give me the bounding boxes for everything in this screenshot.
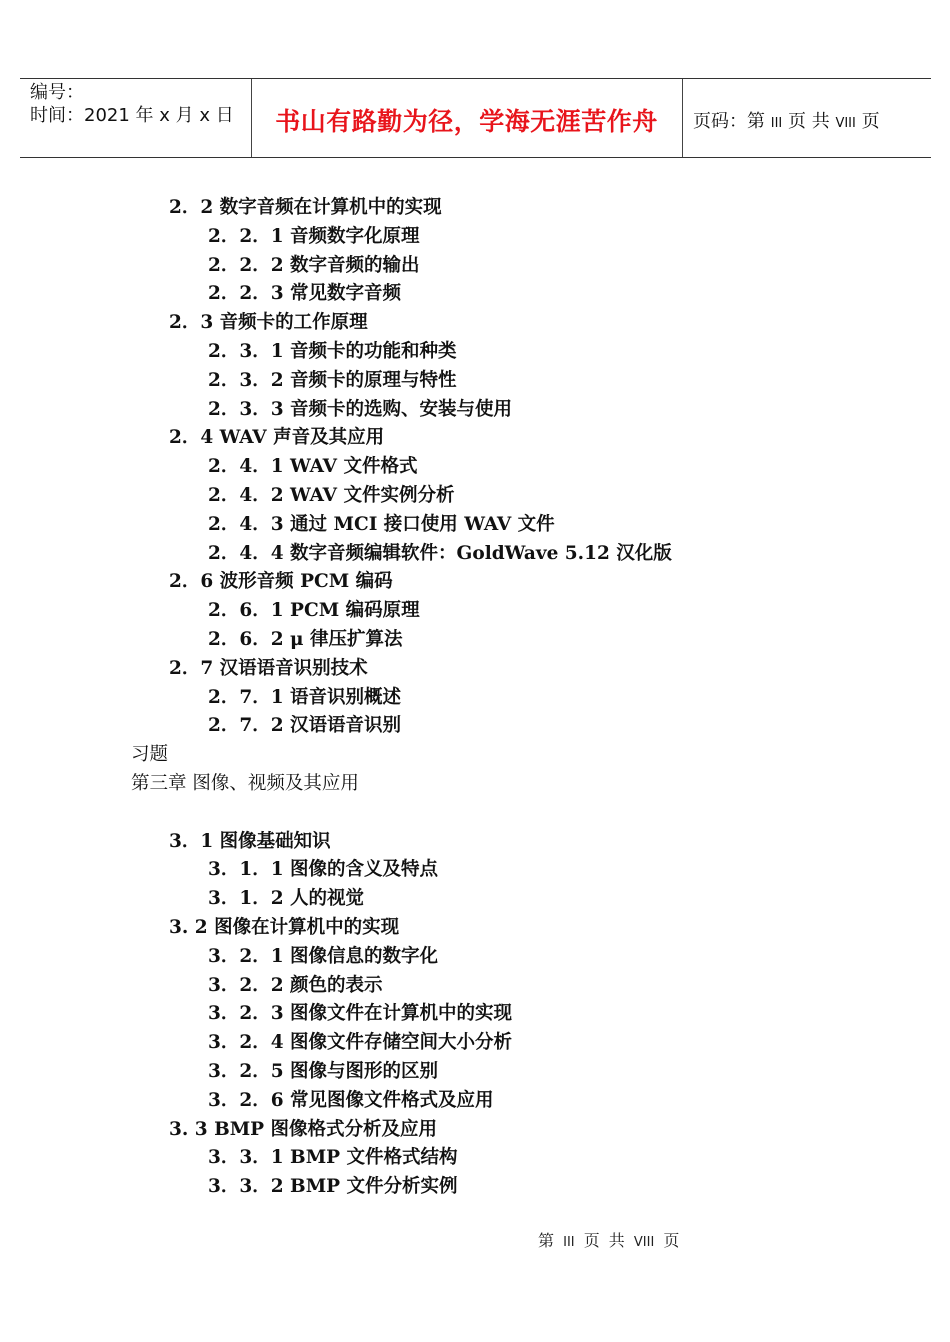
subsection-entry: 2．4．1 WAV 文件格式 — [208, 456, 418, 478]
subsection-entry: 3．3．1 BMP 文件格式结构 — [208, 1147, 458, 1169]
header-page-current: III — [770, 116, 783, 131]
page-footer — [538, 1228, 679, 1251]
subsection-entry: 3．2．4 图像文件存储空间大小分析 — [208, 1032, 513, 1054]
subsection-entry: 2．2．3 常见数字音频 — [208, 283, 402, 305]
footer-suffix: 页 — [663, 1231, 680, 1250]
footer-prefix: 第 — [538, 1231, 555, 1250]
header-page-prefix: 页码：第 — [693, 111, 765, 132]
subsection-entry: 3．1．2 人的视觉 — [208, 888, 365, 910]
subsection-entry: 2．7．2 汉语语音识别 — [208, 715, 402, 737]
subsection-entry: 2．3．2 音频卡的原理与特性 — [208, 369, 457, 391]
subsection-entry: 3．2．1 图像信息的数字化 — [208, 945, 439, 967]
subsection-entry: 3．2．5 图像与图形的区别 — [208, 1061, 439, 1082]
page-header — [20, 78, 931, 158]
header-time-label: 时间：2021 年 x 月 x 日 — [30, 105, 234, 126]
subsection-entry: 2．7．1 语音识别概述 — [208, 686, 402, 708]
header-page-total: VIII — [835, 116, 856, 131]
subsection-entry: 2．4．4 数字音频编辑软件：GoldWave 5.12 汉化版 — [208, 542, 672, 564]
header-divider — [682, 79, 683, 157]
footer-total: VIII — [633, 1235, 655, 1250]
section-entry: 2．7 汉语语音识别技术 — [169, 657, 368, 679]
section-entry: 3. 3 BMP 图像格式分析及应用 — [169, 1118, 438, 1140]
header-page-mid: 页 共 — [787, 111, 830, 132]
chapter-entry: 第三章 图像、视频及其应用 — [131, 773, 359, 794]
subsection-entry: 3．2．3 图像文件在计算机中的实现 — [208, 1003, 513, 1025]
section-entry: 2．6 波形音频 PCM 编码 — [169, 571, 393, 593]
section-entry: 2．3 音频卡的工作原理 — [169, 312, 368, 334]
section-entry: 3．1 图像基础知识 — [169, 830, 331, 852]
subsection-entry: 2．3．3 音频卡的选购、安装与使用 — [208, 398, 513, 420]
header-page-number — [693, 107, 880, 133]
subsection-entry: 2．4．2 WAV 文件实例分析 — [208, 485, 455, 506]
subsection-entry: 2．3．1 音频卡的功能和种类 — [208, 341, 457, 362]
section-entry: 2．4 WAV 声音及其应用 — [169, 427, 385, 449]
subsection-entry: 2．2．2 数字音频的输出 — [208, 254, 420, 276]
subsection-entry: 3．3．2 BMP 文件分析实例 — [208, 1176, 458, 1198]
subsection-entry: 2．2．1 音频数字化原理 — [208, 225, 420, 247]
subsection-entry: 3．2．6 常见图像文件格式及应用 — [208, 1089, 494, 1111]
header-meta — [30, 81, 234, 127]
chapter-entry: 习题 — [131, 744, 169, 766]
section-entry: 2．2 数字音频在计算机中的实现 — [169, 197, 442, 218]
header-number-label: 编号： — [30, 82, 84, 103]
subsection-entry: 2．6．1 PCM 编码原理 — [208, 600, 420, 622]
subsection-entry: 3．2．2 颜色的表示 — [208, 974, 383, 996]
header-page-suffix: 页 — [861, 111, 880, 132]
header-motto: 书山有路勤为径，学海无涯苦作舟 — [275, 107, 658, 136]
section-entry: 3. 2 图像在计算机中的实现 — [169, 917, 400, 938]
footer-current: III — [563, 1235, 575, 1250]
subsection-entry: 2．4．3 通过 MCI 接口使用 WAV 文件 — [208, 513, 555, 535]
subsection-entry: 2．6．2 μ 律压扩算法 — [208, 629, 403, 650]
footer-mid: 页 共 — [583, 1231, 625, 1250]
subsection-entry: 3．1．1 图像的含义及特点 — [208, 859, 439, 881]
